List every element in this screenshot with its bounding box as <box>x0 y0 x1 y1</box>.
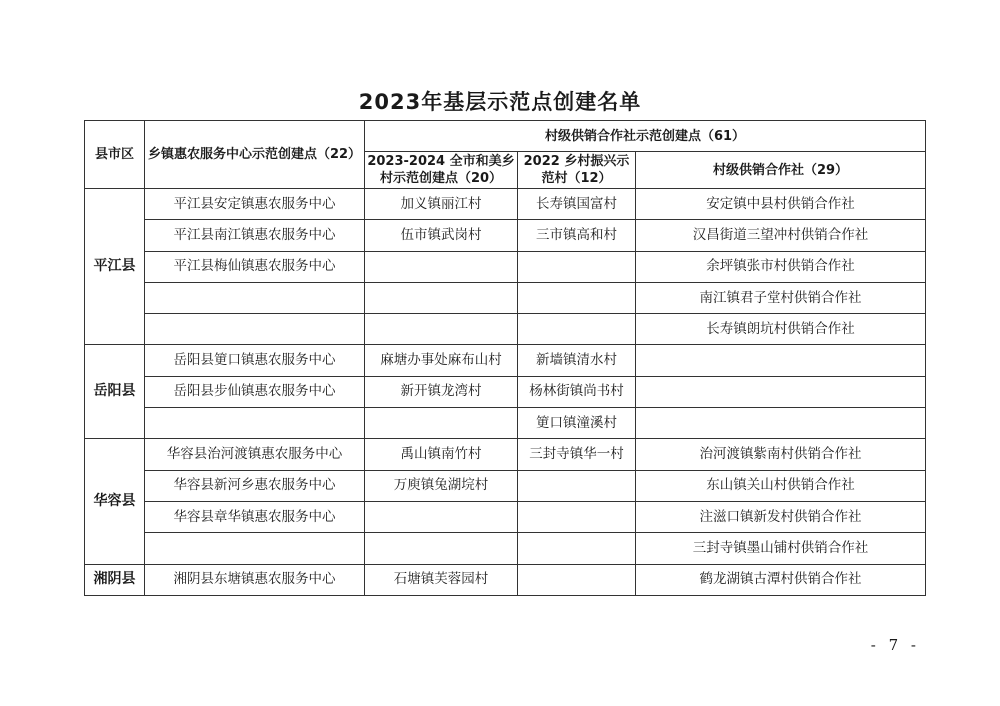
table-row <box>85 376 926 407</box>
cell-zhenxing-village: 新墙镇清水村 <box>518 345 636 376</box>
cell-service-center <box>145 314 365 345</box>
cell-zhenxing-village: 三封寺镇华一村 <box>518 439 636 470</box>
cell-village-coop <box>636 376 926 407</box>
cell-village-coop: 长寿镇朗坑村供销合作社 <box>636 314 926 345</box>
cell-zhenxing-village <box>518 251 636 282</box>
table-row <box>85 533 926 564</box>
cell-county: 湘阴县 <box>85 564 145 595</box>
table-row <box>85 251 926 282</box>
cell-village-coop: 三封寺镇墨山铺村供销合作社 <box>636 533 926 564</box>
header-zhenxing-village: 2022 乡村振兴示范村（12） <box>518 152 636 189</box>
table-row <box>85 314 926 345</box>
cell-service-center: 华容县新河乡惠农服务中心 <box>145 470 365 501</box>
cell-zhenxing-village: 长寿镇国富村 <box>518 189 636 220</box>
header-village-coop-group: 村级供销合作社示范创建点（61） <box>365 121 926 152</box>
cell-zhenxing-village: 杨林街镇尚书村 <box>518 376 636 407</box>
table-row <box>85 439 926 470</box>
cell-heming-village <box>365 314 518 345</box>
cell-service-center: 岳阳县步仙镇惠农服务中心 <box>145 376 365 407</box>
cell-service-center: 平江县南江镇惠农服务中心 <box>145 220 365 251</box>
cell-heming-village: 麻塘办事处麻布山村 <box>365 345 518 376</box>
cell-county: 华容县 <box>85 439 145 564</box>
document-title: 2023年基层示范点创建名单 <box>358 90 642 114</box>
cell-zhenxing-village <box>518 501 636 532</box>
cell-village-coop <box>636 408 926 439</box>
cell-heming-village <box>365 282 518 313</box>
cell-service-center: 湘阴县东塘镇惠农服务中心 <box>145 564 365 595</box>
cell-heming-village <box>365 408 518 439</box>
cell-village-coop: 余坪镇张市村供销合作社 <box>636 251 926 282</box>
table-row <box>85 470 926 501</box>
header-service-center: 乡镇惠农服务中心示范创建点（22） <box>145 121 365 189</box>
table-row <box>85 220 926 251</box>
cell-service-center: 岳阳县筻口镇惠农服务中心 <box>145 345 365 376</box>
cell-heming-village <box>365 533 518 564</box>
cell-village-coop: 南江镇君子堂村供销合作社 <box>636 282 926 313</box>
cell-service-center <box>145 533 365 564</box>
cell-zhenxing-village <box>518 470 636 501</box>
table-row <box>85 501 926 532</box>
cell-service-center: 华容县治河渡镇惠农服务中心 <box>145 439 365 470</box>
cell-service-center: 平江县梅仙镇惠农服务中心 <box>145 251 365 282</box>
cell-service-center: 平江县安定镇惠农服务中心 <box>145 189 365 220</box>
cell-village-coop: 东山镇关山村供销合作社 <box>636 470 926 501</box>
cell-village-coop: 鹤龙湖镇古潭村供销合作社 <box>636 564 926 595</box>
cell-zhenxing-village: 筻口镇潼溪村 <box>518 408 636 439</box>
cell-heming-village: 万庾镇兔湖垸村 <box>365 470 518 501</box>
cell-zhenxing-village <box>518 282 636 313</box>
table-row <box>85 282 926 313</box>
header-heming-village: 2023-2024 全市和美乡村示范创建点（20） <box>365 152 518 189</box>
page-number: - 7 - <box>870 636 920 654</box>
demonstration-list-table <box>84 120 926 596</box>
cell-heming-village: 石塘镇芙蓉园村 <box>365 564 518 595</box>
cell-heming-village: 禹山镇南竹村 <box>365 439 518 470</box>
table-row <box>85 345 926 376</box>
cell-village-coop: 注滋口镇新发村供销合作社 <box>636 501 926 532</box>
cell-zhenxing-village <box>518 533 636 564</box>
cell-service-center: 华容县章华镇惠农服务中心 <box>145 501 365 532</box>
cell-county: 平江县 <box>85 189 145 345</box>
cell-heming-village: 新开镇龙湾村 <box>365 376 518 407</box>
cell-heming-village <box>365 251 518 282</box>
header-county: 县市区 <box>85 121 145 189</box>
cell-service-center <box>145 408 365 439</box>
cell-village-coop: 汉昌街道三望冲村供销合作社 <box>636 220 926 251</box>
cell-village-coop <box>636 345 926 376</box>
cell-county: 岳阳县 <box>85 345 145 439</box>
header-village-coop: 村级供销合作社（29） <box>636 152 926 189</box>
cell-heming-village: 伍市镇武岗村 <box>365 220 518 251</box>
cell-heming-village: 加义镇丽江村 <box>365 189 518 220</box>
table-header <box>85 121 926 189</box>
cell-village-coop: 安定镇中县村供销合作社 <box>636 189 926 220</box>
cell-zhenxing-village: 三市镇高和村 <box>518 220 636 251</box>
cell-service-center <box>145 282 365 313</box>
table-row <box>85 189 926 220</box>
cell-heming-village <box>365 501 518 532</box>
table-row <box>85 408 926 439</box>
cell-zhenxing-village <box>518 564 636 595</box>
table-row <box>85 564 926 595</box>
cell-zhenxing-village <box>518 314 636 345</box>
table-body <box>85 189 926 596</box>
cell-village-coop: 治河渡镇紫南村供销合作社 <box>636 439 926 470</box>
